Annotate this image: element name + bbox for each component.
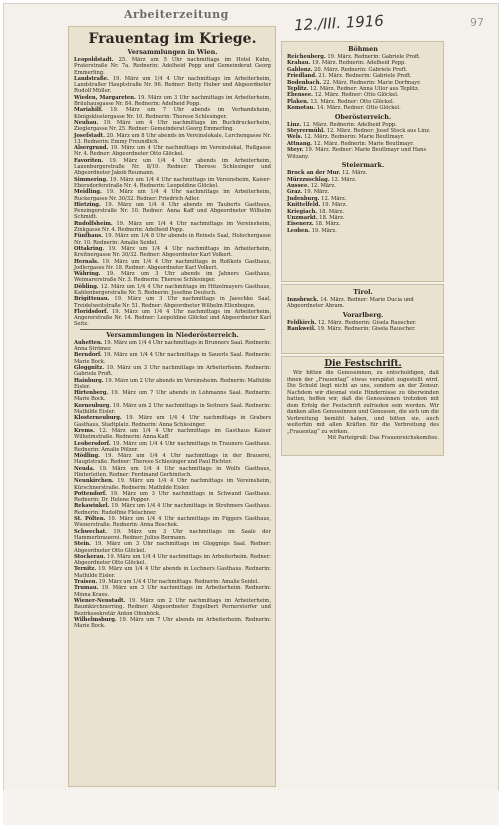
- event-entry: [74, 177, 271, 190]
- event-details: 12. März um 1/4 4 Uhr nachmittags im Gasthaus Kaiser Wilhelmstraße. Rednerin: Anna Kaff.: [74, 427, 272, 441]
- event-entry: [74, 271, 271, 284]
- event-details: 19. März um 1/4 4 Uhr nachmittags im Vereinsheim, Kürschnerstraße. Rednerin: Mathilde Eisler.: [74, 478, 271, 491]
- event-details: 19. März um 2 Uhr nachmittags in Seitners Saal. Rednerin: Mathilde Eisler.: [74, 402, 271, 416]
- vienna-list: [74, 57, 271, 328]
- event-details: 20. März um 8 Uhr abends im Vereinslokale, Lerchengasse Nr. 13. Rednerin: Emmy Freundlich.: [74, 132, 271, 145]
- event-place: Stockerau.: [74, 553, 106, 560]
- event-place: Favoriten.: [74, 157, 104, 164]
- event-place: Landstraße.: [74, 75, 109, 82]
- section-heading-vienna: Versammlungen in Wien.: [127, 48, 218, 56]
- event-place: Bruck an der Mur.: [287, 170, 341, 177]
- event-details: 12. März.: [331, 176, 357, 183]
- event-place: Krems.: [74, 427, 95, 434]
- event-place: Ottakring.: [74, 245, 105, 252]
- event-place: Steyr.: [287, 147, 304, 154]
- event-place: Klosterneuburg.: [74, 415, 122, 422]
- event-entry: [74, 503, 271, 516]
- event-place: Neunkirchen.: [74, 478, 114, 485]
- event-details: 19. März. Redner: Marie Beutlmayr und Hans Witzany.: [287, 147, 427, 160]
- event-details: 19. März um 3 Uhr nachmittags im Gloggnigs Saal. Redner: Abgeordneter Otto Glöckel.: [74, 541, 272, 554]
- event-entry: [74, 516, 271, 529]
- event-entry: [74, 95, 271, 108]
- event-entry: [74, 202, 271, 221]
- event-details: 19. März um 1/4 8 Uhr abends in Reinels Saal, Holochergasse Nr. 10. Rednerin: Amalie Seidel.: [74, 233, 271, 246]
- event-entry: [74, 554, 271, 567]
- event-details: 19. März um 3 Uhr nachmittags im Arbeiterheim, Bräuhausgasse Nr. 84. Rednerin: Adelheid Popp.: [74, 94, 271, 108]
- event-place: Gloggnitz.: [74, 364, 105, 371]
- upper-austria-list: [287, 122, 439, 160]
- event-details: 12. März. Redner: Anna Ullor aus Teplitz.: [309, 86, 420, 93]
- event-place: Rankweil.: [287, 326, 316, 333]
- page-number: 97: [470, 16, 484, 29]
- event-place: Josefstadt.: [74, 132, 105, 139]
- event-details: 19. März um 1/4 4 Uhr nachmittags im Arbeiterheim, Angererstraße Nr. 14. Redner: Leopoldine Glöckel und Abgeordneter Karl Seitz.: [74, 308, 271, 328]
- event-details: 19. März um 1/4 4 Uhr nachmittags im Arbeiterheim. Redner: Abgeordneter Otto Glöckel.: [74, 553, 271, 567]
- event-place: Krahau.: [287, 60, 311, 67]
- event-details: 19. März um 3 Uhr nachmittags im Saale der Hammerbrauerei. Redner: Julius Bermann.: [74, 528, 271, 541]
- event-entry: [74, 365, 271, 378]
- event-place: Stein.: [74, 541, 91, 548]
- event-place: Floridsdorf.: [74, 308, 109, 315]
- event-details: 19. März um 7 Uhr abends im Arbeiterheim. Rednerin: Marie Bock.: [74, 616, 272, 630]
- festschrift-signature: Mit Parteigruß: Das Frauenreichskomitee.: [327, 435, 439, 441]
- event-entry: [287, 105, 439, 111]
- event-place: Gablonz.: [287, 66, 313, 73]
- event-details: 12. März.: [310, 182, 336, 189]
- event-details: 12. März. Redner: Josef Stock aus Linz.: [326, 128, 431, 135]
- event-place: Kriegiach.: [287, 208, 318, 215]
- event-entry: [74, 120, 271, 133]
- event-place: Rudolfsheim.: [74, 220, 113, 227]
- event-details: 18. März.: [319, 214, 345, 221]
- event-entry: [74, 107, 271, 120]
- event-place: Leoben.: [287, 227, 310, 234]
- event-place: Berndorf.: [74, 352, 102, 359]
- event-entry: [74, 478, 271, 491]
- event-entry: [74, 57, 271, 76]
- event-details: 19. März um 1/4 4 Uhr nachmittags im Arbeiterheim, Landstraßer Hauptstraße Nr. 96. Redner: Betty Huber und Abgeordneter Rudolf Müller.: [74, 75, 271, 95]
- event-details: 19. März um 7 Uhr abends im Verbandsheim, Königsklostergasse Nr. 10. Rednerin: Therese Schlesinger.: [74, 107, 271, 120]
- event-place: Plaken.: [287, 98, 309, 105]
- event-details: 13. März. Redner: Otto Glöckel.: [310, 98, 395, 105]
- event-place: Mödling.: [74, 453, 100, 460]
- event-place: Meidling.: [74, 189, 102, 196]
- event-details: 19. März um 1/4 4 Uhr nachmittags im Figgers Gasthaus, Wienerstraße. Rednerin: Anna Boschek.: [74, 516, 271, 529]
- event-place: Teplitz.: [287, 86, 309, 93]
- event-entry: [287, 297, 439, 310]
- event-entry: [74, 566, 271, 579]
- event-details: 12. März. Rednerin: Marie Beutlmayr.: [304, 134, 405, 141]
- section-heading-vorarlberg: Vorarlberg.: [342, 310, 384, 319]
- event-entry: [74, 491, 271, 504]
- event-place: Knittelfeld.: [287, 202, 321, 209]
- event-details: 19. März um 3 Uhr nachmittags im Arbeiterheim. Rednerin: Gabriele Proft.: [74, 364, 271, 378]
- event-place: Wiener-Neustadt.: [74, 597, 126, 604]
- event-details: 19. März um 1/4 4 Uhr nachmittags in Brunners Saal. Rednerin: Anna Strömer.: [74, 339, 271, 353]
- event-place: Unzmarkt.: [287, 214, 318, 221]
- event-details: 19. März um 3 Uhr abends im Jahners Gasthaus, Weimarerstraße Nr. 3. Rednerin: Therese Schlesinger.: [74, 271, 271, 284]
- event-place: Hietzing.: [74, 201, 101, 208]
- event-details: 19. März um 1/4 4 Uhr nachmittags in der Brauerei, Hauptstraße. Redner: Therese Schlesinger und Paul Richter.: [74, 453, 271, 466]
- event-place: Wels.: [287, 134, 303, 141]
- tirol-list: [287, 297, 439, 310]
- bohemia-list: [287, 54, 439, 112]
- event-details: 14. März. Redner: Otto Glöckel.: [316, 105, 401, 112]
- event-details: 19. März um 1/4 4 Uhr nachmittags im Vereinsheim, Zinkgasse Nr. 4. Rednerin: Adelheid Popp.: [74, 220, 271, 234]
- event-place: Pottendorf.: [74, 490, 107, 497]
- event-place: Attnang.: [287, 140, 313, 147]
- event-details: 19. März um 1/4 4 Uhr nachmittags in Sauerls Saal. Rednerin: Marie Bock.: [74, 352, 271, 365]
- event-details: 19. März um 1/4 4 Uhr nachmittags im Vereinsheim, Kaiser-Ebersdorferstraße Nr. 4. Rednerin: Leopoldine Glöckel.: [74, 176, 271, 189]
- event-place: Fünfhaus.: [74, 233, 103, 240]
- headline: Frauentag im Kriege.: [88, 31, 257, 47]
- event-entry: [74, 340, 271, 353]
- section-heading-styria: Steiermark.: [341, 161, 385, 170]
- event-place: Wilhelmsburg.: [74, 616, 117, 623]
- event-details: 20. März. Rednerin: Gabriele Proft.: [314, 66, 408, 73]
- event-details: 19. März. Rednerin: Gabriele Proft.: [327, 54, 421, 60]
- event-entry: [74, 76, 271, 95]
- event-details: 25. März um 5 Uhr nachmittags im Hotel Kuhn, Praterstraße Nr. 7a. Rednerin: Adelheid Popp und Gemeinderat Georg Emmerling.: [74, 57, 271, 76]
- lower-austria-list: [74, 340, 271, 630]
- event-place: Ternitz.: [74, 566, 97, 573]
- event-place: Bodenbach.: [287, 79, 322, 86]
- event-place: Judenburg.: [287, 195, 320, 202]
- event-details: 19. März.: [303, 189, 330, 196]
- event-entry: [74, 246, 271, 259]
- scrapbook-page: [3, 3, 499, 825]
- event-details: 19. März um 1/4 4 Uhr nachmittags in Grabers Gasthaus, Stadtplatz. Rednerin: Anna Schlesinger.: [74, 415, 271, 428]
- event-details: 19. März um 1/4 4 Uhr nachmittags. Rednerin: Amalie Seidel.: [98, 579, 260, 586]
- event-details: 19. März um 3 Uhr nachmittags im Arbeiterheim. Rednerin: Minna Kraus.: [74, 585, 271, 598]
- event-place: Friedland.: [287, 73, 317, 80]
- event-details: 19. März um 1/4 4 Uhr nachmittags im Arbeiterheim, Ruckergasse Nr. 30/32. Redner: Friedrich Adler.: [74, 189, 271, 202]
- event-details: 12. März um 1/4 4 Uhr nachmittags im Hitzelmayers Gasthaus, Kahlenbergerstraße Nr. 5. Rednerin: Josefine Deutsch.: [74, 283, 271, 296]
- event-entry: [74, 415, 271, 428]
- event-details: 19. März um 1/4 4 Uhr nachmittags im Arbeiterheim, Kreitnergasse Nr. 30/32. Redner: Abgeordneter Karl Volkert.: [74, 245, 271, 259]
- event-details: 19. März um 2 Uhr nachmittags im Arbeiterheim, Baumkirchnerring. Redner: Abgeordneter Engelbert Pernerstorfer und Bezirkssekretär Anton Ofenböck.: [74, 597, 271, 617]
- section-heading-bohemia: Böhmen: [348, 45, 378, 53]
- event-place: Alsergrund.: [74, 145, 109, 152]
- event-place: Ebensee.: [287, 92, 313, 99]
- event-place: Währing.: [74, 271, 101, 278]
- event-entry: [74, 585, 271, 598]
- event-entry: [74, 453, 271, 466]
- event-entry: [74, 233, 271, 246]
- event-details: 12. März. Rednerin: Adelheid Popp.: [302, 121, 397, 128]
- event-place: St. Pölten.: [74, 516, 106, 523]
- event-details: 14. März. Redner: Marie Ducia und Abgeordneter Abram.: [287, 297, 414, 310]
- event-details: 19. März um 1/4 4 Uhr abends in Lechners Gasthaus. Rednerin: Mathilde Eisler.: [74, 566, 271, 579]
- event-place: Hirtenberg.: [74, 390, 109, 397]
- event-place: Leobersdorf.: [74, 440, 111, 447]
- event-entry: [74, 617, 271, 630]
- event-place: Hainburg.: [74, 377, 104, 384]
- event-details: 12. März.: [321, 195, 347, 202]
- event-entry: [74, 390, 271, 403]
- event-details: 19. März um 4 Uhr nachmittags im Buchdruckerheim, Zieglergasse Nr. 25. Redner: Gemeinderat Georg Emmerling.: [74, 119, 271, 133]
- newspaper-masthead: Arbeiterzeitung: [124, 8, 229, 21]
- event-details: 19. März.: [311, 227, 337, 234]
- event-entry: [74, 529, 271, 542]
- event-place: Aussee.: [287, 182, 310, 189]
- event-entry: [74, 352, 271, 365]
- styria-list: [287, 170, 439, 234]
- event-details: 19. März um 1/4 4 Uhr nachmittags in Strohmers Gasthaus. Rednerin: Rudolfine Fleischner.: [74, 503, 271, 516]
- event-place: Auhetten.: [74, 339, 103, 346]
- event-entry: [74, 284, 271, 297]
- festschrift-title: Die Festschrift.: [324, 359, 402, 369]
- event-place: Eisenerz.: [287, 221, 314, 228]
- event-entry: [74, 541, 271, 554]
- event-details: 19. März. Rednerin: Adelheid Popp.: [311, 60, 406, 67]
- section-heading-lower-austria: Versammlungen in Niederösterreich.: [106, 330, 239, 339]
- vorarlberg-list: [287, 320, 439, 333]
- event-entry: [74, 296, 271, 309]
- event-place: Traisen.: [74, 579, 98, 586]
- handwritten-date: 12./III. 1916: [293, 11, 385, 35]
- event-entry: [74, 145, 271, 158]
- event-place: Steyrermühl.: [287, 128, 326, 135]
- event-entry: [74, 466, 271, 479]
- event-place: Mariahilf.: [74, 107, 103, 114]
- event-entry: [74, 259, 271, 272]
- event-entry: [74, 189, 271, 202]
- event-details: 19. März um 4 Uhr nachmittags im Vereinslokal, Rußgasse Nr. 4. Redner: Abgeordneter Otto Glöckel.: [74, 145, 271, 158]
- event-entry: [74, 309, 271, 328]
- event-place: Trumau.: [74, 585, 99, 592]
- event-entry: [74, 158, 271, 177]
- event-place: Feldkirch.: [287, 319, 317, 326]
- clipping-regional: [281, 41, 444, 282]
- event-entry: [287, 228, 439, 234]
- section-heading-upper-austria: Oberösterreich.: [334, 112, 392, 121]
- event-details: 19. März um 1/4 4 Uhr abends im Arbeiterheim, Laxenburgerstraße Nr. 8/10. Redner: Therese Schlesinger und Abgeordneter Jakob Reumann.: [74, 157, 271, 177]
- event-details: 12. März.: [342, 170, 368, 177]
- event-details: 19. März um 2 Uhr abends im Vereinsheim. Rednerin: Mathilde Eisler.: [74, 377, 271, 390]
- event-details: 19. März um 1/4 4 Uhr nachmittags in Roßkots Gasthaus, Jodlergasse Nr. 18. Redner: Abgeordneter Karl Volkert.: [74, 258, 271, 271]
- event-details: 18. März.: [315, 221, 341, 228]
- event-place: Graz.: [287, 189, 303, 196]
- event-place: Neubau.: [74, 119, 99, 126]
- event-place: Brigittenau.: [74, 296, 110, 303]
- event-place: Hernals.: [74, 258, 99, 265]
- event-place: Mürzzuschlag.: [287, 176, 330, 183]
- event-place: Komotau.: [287, 105, 316, 112]
- event-place: Rekawinkel.: [74, 503, 110, 510]
- event-details: 22. März. Rednerin: Marie Dorfmayr.: [322, 79, 421, 86]
- event-entry: [74, 403, 271, 416]
- event-entry: [74, 598, 271, 617]
- event-place: Linz.: [287, 121, 302, 128]
- blank-margin: [3, 790, 499, 825]
- event-details: 19. März um 1/4 4 Uhr nachmittags in Trauners Gasthaus. Rednerin: Amalie Pölzer.: [74, 440, 271, 453]
- event-place: Innsbruck.: [287, 297, 319, 303]
- event-details: 19. März.: [321, 202, 348, 209]
- event-details: 19. März um 1/4 4 Uhr nachmittags in Wolfs Gasthaus, Hinterleiten. Redner: Ferdinand Gerhinitsch.: [74, 465, 271, 478]
- event-place: Wieden, Margareten.: [74, 94, 136, 101]
- divider: [80, 329, 265, 330]
- event-details: 19. März. Rednerin: Gisela Rauscher.: [317, 326, 416, 333]
- event-details: 19. März um 3 Uhr nachmittags in Jaeschke Saal, Treidelweitstraße Nr. 51. Redner: Abgeordneter Wilhelm Ellenbogen.: [74, 296, 271, 309]
- event-details: 21. März. Rednerin: Gabriele Proft.: [318, 73, 412, 80]
- event-place: Leopoldstadt.: [74, 57, 114, 63]
- event-details: 18. März.: [318, 208, 345, 215]
- event-entry: [74, 441, 271, 454]
- festschrift-body: Wir bitten die Genossinnen, zu entschuldigen, daß ihnen der „Frauentag“ etwas verspätet zugestellt wird. Die Schuld liegt nicht an uns, sondern an der Zensur. Nachdem wir diesmal viele Hindernisse zu überwinden hatten, hoffen wir, daß die Genossinnen trotzdem mit dem Erfolg der Festschrift zufrieden sein werden. Wir danken allen Genossinnen und Genossen, die sich um die Verbreitung bemüht haben, und bitten sie, auch weiterhin mit allen Kräften für die Verbreitung des „Frauentag“ zu wirken.: [287, 370, 439, 435]
- event-entry: [74, 133, 271, 146]
- section-heading-tirol: Tirol.: [353, 288, 373, 296]
- event-place: Neuda.: [74, 465, 95, 472]
- event-details: 12. März. Redner: Otto Glöckel.: [314, 92, 399, 99]
- event-entry: [74, 378, 271, 391]
- event-details: 12. März. Rednerin: Marie Beutlmayr.: [313, 140, 414, 147]
- event-entry: [74, 221, 271, 234]
- event-details: 19. März um 7 Uhr abends in Lohmanns Saal. Rednerin: Marie Bock.: [74, 390, 271, 403]
- clipping-main: [68, 26, 276, 787]
- event-place: Reichenberg.: [287, 54, 326, 60]
- event-details: 12. März. Rednerin: Gisela Rauscher.: [318, 319, 417, 326]
- clipping-festschrift: [281, 356, 444, 456]
- event-details: 19. März um 1/4 4 Uhr abends im Tauberts Gasthaus, Penzingerstraße Nr. 10. Redner: Anna Kaff und Abgeordneter Wilhelm Schmidt.: [74, 201, 272, 221]
- event-entry: [74, 428, 271, 441]
- event-entry: [287, 326, 439, 332]
- event-entry: [287, 147, 439, 160]
- event-place: Schwechat.: [74, 528, 107, 535]
- clipping-tirol: [281, 284, 444, 354]
- event-place: Döbling.: [74, 283, 99, 290]
- event-place: Simmering.: [74, 176, 108, 183]
- event-details: 19. März um 3 Uhr nachmittags in Schwand Gasthaus. Rednerin: Dr. Helene Popper.: [74, 490, 271, 504]
- event-place: Korneuburg.: [74, 402, 111, 409]
